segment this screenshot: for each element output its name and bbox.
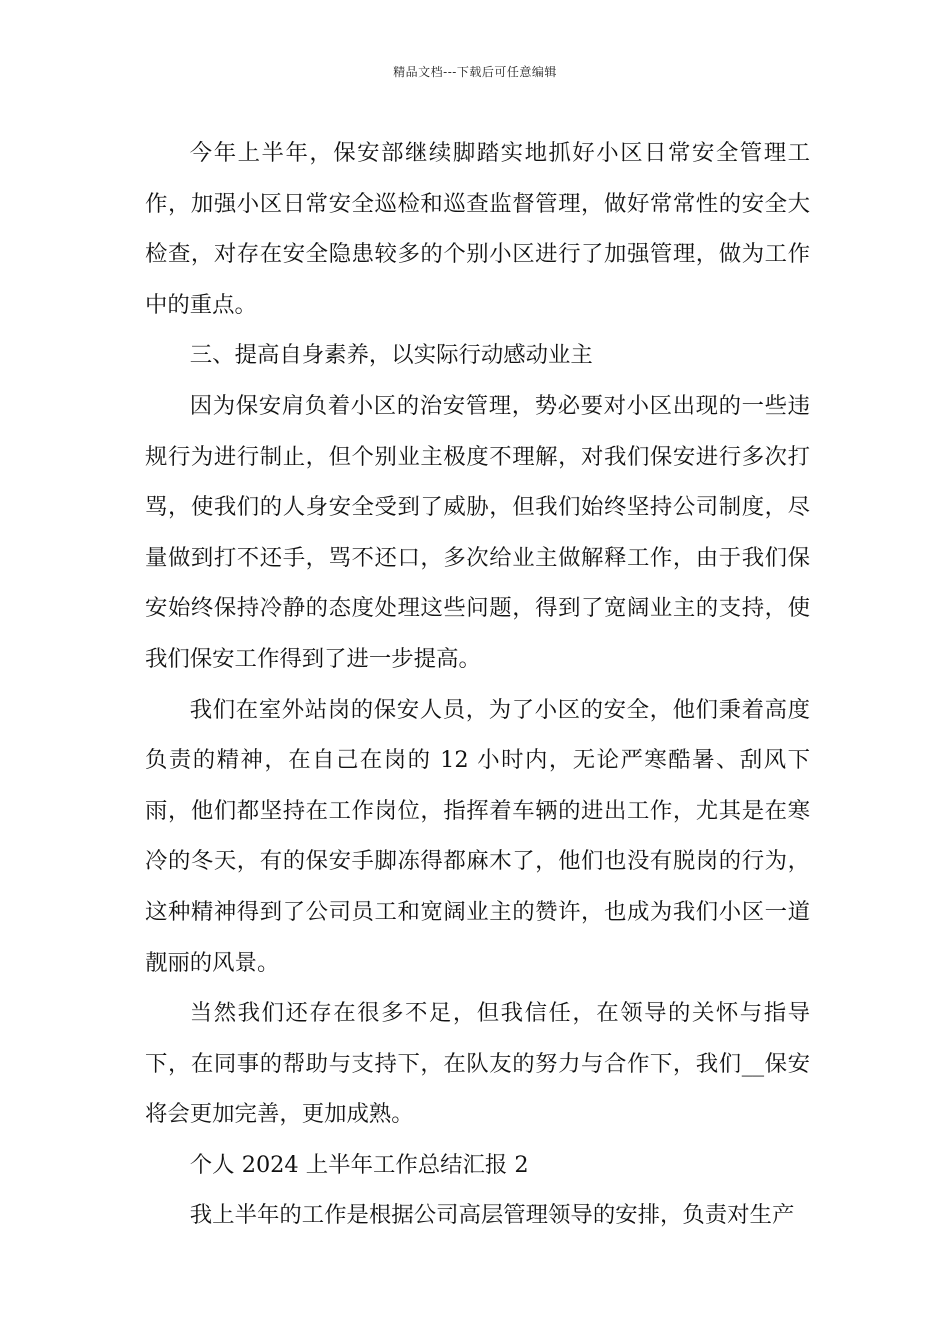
paragraph-shortcomings: 当然我们还存在很多不足，但我信任，在领导的关怀与指导下，在同事的帮助与支持下，在队友的努力与合作下，我们__保安将会更加完善，更加成熟。 — [145, 1000, 810, 1128]
section-heading-self-improvement: 三、提高自身素养，以实际行动感动业主 — [189, 342, 593, 369]
paragraph-work-arrangement: 我上半年的工作是根据公司高层管理领导的安排，负责对生产 — [189, 1202, 795, 1229]
report-title-2: 个人 2024 上半年工作总结汇报 2 — [189, 1151, 529, 1178]
paragraph-safety-management: 今年上半年，保安部继续脚踏实地抓好小区日常安全管理工作，加强小区日常安全巡检和巡查监督管理，做好常常性的安全大检查，对存在安全隐患较多的个别小区进行了加强管理，做为工作中的重点。 — [145, 140, 810, 318]
paragraph-owner-conflicts: 因为保安肩负着小区的治安管理，势必要对小区出现的一些违规行为进行制止，但个别业主极度不理解，对我们保安进行多次打骂，使我们的人身安全受到了威胁，但我们始终坚持公司制度，尽量做到打不还手，骂不还口，多次给业主做解释工作，由于我们保安始终保持冷静的态度处理这些问题，得到了宽阔业主的支持，使我们保安工作得到了进一步提高。 — [145, 392, 810, 672]
page-header: 精品文档---下载后可任意编辑 — [393, 65, 557, 79]
paragraph-outdoor-guards: 我们在室外站岗的保安人员，为了小区的安全，他们秉着高度负责的精神，在自己在岗的 12 小时内，无论严寒酷暑、刮风下雨，他们都坚持在工作岗位，指挥着车辆的进出工作，尤其是在寒冷的冬天，有的保安手脚冻得都麻木了，他们也没有脱岗的行为，这种精神得到了公司员工和宽阔业主的赞许，也成为我们小区一道靓丽的风景。 — [145, 696, 810, 976]
document-body — [145, 128, 810, 1241]
